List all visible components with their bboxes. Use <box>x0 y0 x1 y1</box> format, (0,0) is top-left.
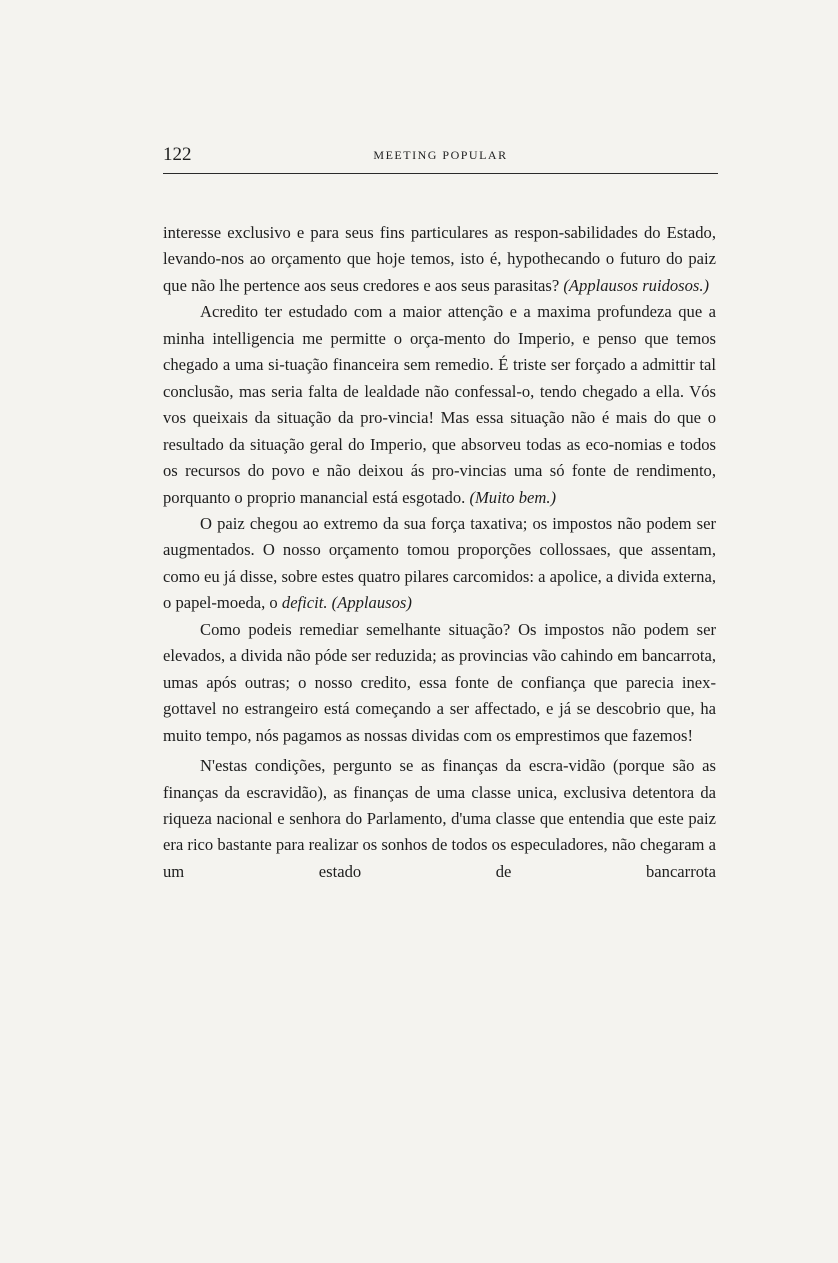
applause-note: (Applausos) <box>331 593 412 613</box>
running-title: MEETING POPULAR <box>373 148 508 162</box>
applause-note: (Muito bem.) <box>469 487 557 507</box>
paragraph-2 <box>163 299 716 511</box>
paragraph-5 <box>163 753 716 885</box>
paragraph-text: Como podeis remediar semelhante situação? Os impostos não podem ser elevados, a divida não póde ser reduzida; as provincias vão cahindo em bancarrota, umas após outras; o nosso credito, essa fonte de confiança que parecia inex-gottavel no estrangeiro está começando a ser affectado, e já se descobrio que, ha muito tempo, nós pagamos as nossas dividas com os emprestimos que fazemos! <box>163 619 716 745</box>
paragraph-text: Acredito ter estudado com a maior attenção e a maxima profundeza que a minha intelligencia me permitte o orça-mento do Imperio, e penso que temos chegado a uma si-tuação financeira sem remedio. É triste ser forçado a admittir tal conclusão, mas seria falta de lealdade não confessal-o, tendo chegado a ella. Vós vos queixais da situação da pro-vincia! Mas essa situação não é mais do que o resultado da situação geral do Imperio, que absorveu todas as eco-nomias e todos os recursos do povo e não deixou ás pro-vincias uma só fonte de rendimento, porquanto o proprio manancial está esgotado. <box>163 302 716 507</box>
paragraph-4 <box>163 617 716 749</box>
applause-note: (Applausos ruidosos.) <box>563 275 710 295</box>
running-head <box>163 143 718 173</box>
paragraph-text: O paiz chegou ao extremo da sua força taxativa; os impostos não podem ser augmentados. O nosso orçamento tomou proporções collossaes, que assentam, como eu já disse, sobre estes quatro pilares carcomidos: a apolice, a divida externa, o papel-moeda, o <box>163 513 716 613</box>
page-number: 122 <box>163 144 192 165</box>
paragraph-1 <box>163 220 716 299</box>
paragraph-text: interesse exclusivo e para seus fins particulares as respon-sabilidades do Estado, levando-nos ao orçamento que hoje temos, isto é, hypothecando o futuro do paiz que não lhe pertence aos seus credores e aos seus parasitas? <box>163 223 716 295</box>
header-rule <box>163 173 718 174</box>
body-text <box>163 220 716 885</box>
italic-term: deficit. <box>281 593 328 613</box>
paragraph-3 <box>163 511 716 617</box>
paragraph-text: N'estas condições, pergunto se as finanças da escra-vidão (porque são as finanças da escravidão), as finanças de uma classe unica, exclusiva detentora da riqueza nacional e senhora do Parlamento, d'uma classe que entendia que este paiz era rico bastante para realizar os sonhos de todos os especuladores, não chegaram a um estado de bancarrota <box>163 756 716 881</box>
